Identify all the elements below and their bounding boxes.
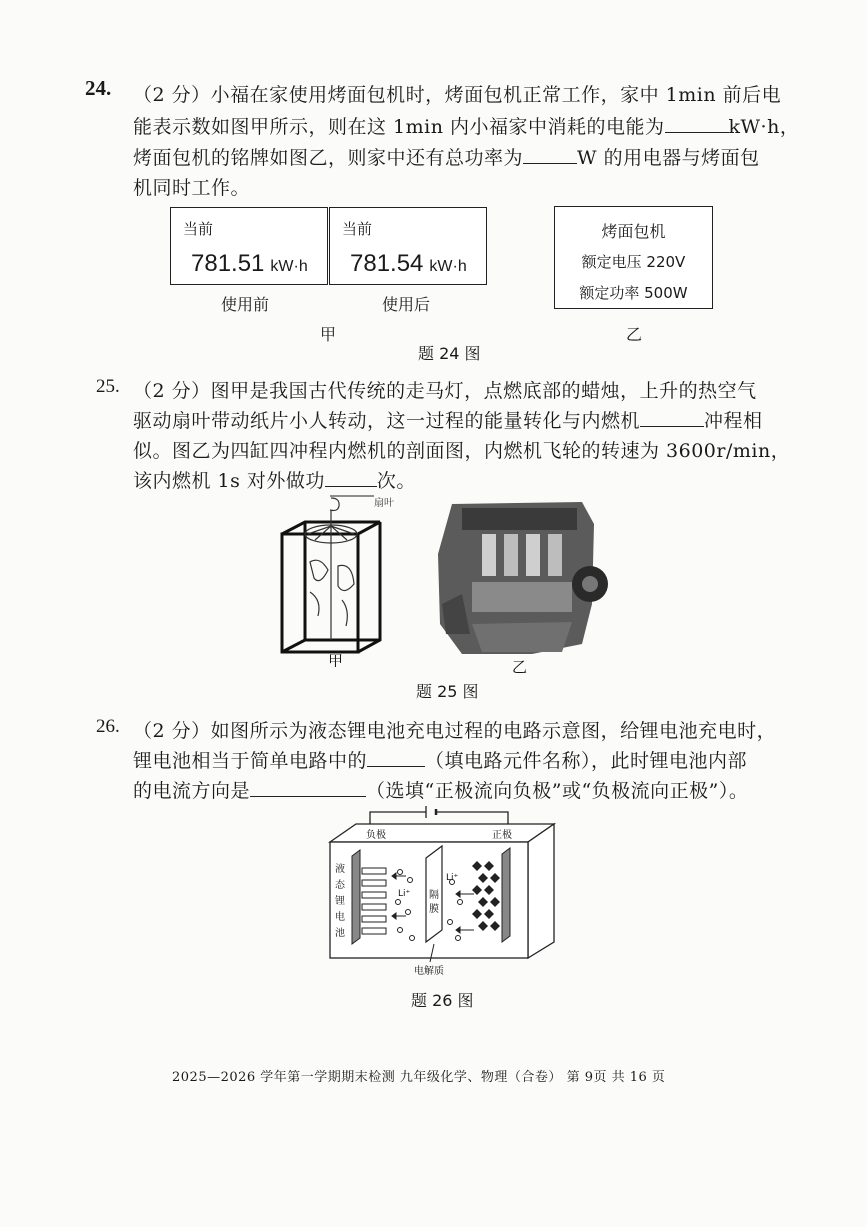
page-footer: 2025—2026 学年第一学期期末检测 九年级化学、物理（合卷） 第 9页 共 16 页 bbox=[172, 1070, 666, 1085]
q26-line3-text: 的电流方向是 bbox=[133, 780, 251, 802]
q25-answer-blank-2[interactable] bbox=[325, 468, 377, 487]
lantern-figure-jia-label: 甲 bbox=[328, 652, 344, 667]
q25-text-line3: 似。图乙为四缸四冲程内燃机的剖面图，内燃机飞轮的转速为 3600r/min， bbox=[133, 440, 791, 462]
meter-after-caption: 使用后 bbox=[382, 295, 431, 314]
q26-text-line1: （2 分）如图所示为液态锂电池充电过程的电路示意图，给锂电池充电时， bbox=[133, 720, 777, 742]
q24-answer-blank-1[interactable] bbox=[665, 114, 729, 133]
engine-body bbox=[438, 502, 608, 654]
q26-line3-end: （选填“正极流向负极”或“负极流向正极”）。 bbox=[366, 780, 749, 802]
svg-text:池: 池 bbox=[335, 928, 345, 939]
q24-line2-text: 能表示数如图甲所示，则在这 1min 内小福家中消耗的电能为 bbox=[133, 116, 665, 138]
meter-after-reading bbox=[350, 250, 467, 278]
battery-side-label bbox=[335, 862, 346, 939]
q24-figure-caption: 题 24 图 bbox=[418, 344, 481, 363]
q26-line2-end: （填电路元件名称），此时锂电池内部 bbox=[425, 750, 748, 772]
q26-text-line3 bbox=[133, 776, 748, 803]
q26-line2-text: 锂电池相当于简单电路中的 bbox=[133, 750, 368, 772]
question-number-26: 26. bbox=[96, 716, 120, 737]
question-number-25: 25. bbox=[96, 376, 120, 397]
engine-figure-yi-label: 乙 bbox=[512, 658, 528, 674]
q24-text-line2 bbox=[133, 112, 799, 139]
meter-after-box bbox=[329, 207, 487, 285]
membrane-label-1: 隔 bbox=[429, 890, 439, 901]
q24-line2-unit: kW·h， bbox=[728, 116, 800, 138]
positive-electrode-plate bbox=[502, 848, 510, 942]
li-ion-label-2: Li⁺ bbox=[398, 889, 411, 899]
positive-electrode-label: 正极 bbox=[492, 830, 512, 841]
q25-figure-caption: 题 25 图 bbox=[416, 682, 479, 701]
meter-before-reading bbox=[191, 250, 308, 278]
q26-answer-blank-2[interactable] bbox=[250, 778, 366, 797]
negative-electrode-label: 负极 bbox=[366, 830, 386, 841]
svg-text:电: 电 bbox=[335, 912, 345, 923]
membrane-label-2: 膜 bbox=[429, 904, 439, 915]
meter-after-unit: kW·h bbox=[429, 258, 467, 275]
electrolyte-label: 电解质 bbox=[414, 966, 444, 977]
svg-text:态: 态 bbox=[335, 880, 345, 891]
q24-line3-unit: W 的用电器与烤面包 bbox=[577, 147, 760, 169]
meter-after-label: 当前 bbox=[342, 220, 373, 238]
q24-text-line4: 机同时工作。 bbox=[133, 177, 251, 199]
meter-before-caption: 使用前 bbox=[221, 295, 270, 314]
engine-cutaway-figure bbox=[432, 494, 612, 674]
q24-figure-yi-label: 乙 bbox=[626, 325, 643, 344]
fan-blade-label: 扇叶 bbox=[374, 498, 394, 509]
q25-line4-end: 次。 bbox=[376, 470, 416, 492]
lithium-battery-charging-diagram bbox=[326, 806, 558, 980]
lantern-fan-and-figures bbox=[305, 498, 357, 640]
meter-before-unit: kW·h bbox=[270, 258, 308, 275]
q24-text-line1: （2 分）小福在家使用烤面包机时，烤面包机正常工作，家中 1min 前后电 bbox=[133, 84, 782, 106]
svg-text:锂: 锂 bbox=[335, 896, 345, 907]
meter-before-box bbox=[170, 207, 328, 285]
nameplate-title: 烤面包机 bbox=[601, 222, 666, 241]
question-number-24: 24. bbox=[85, 76, 112, 100]
svg-text:液: 液 bbox=[335, 864, 345, 875]
q25-answer-blank-1[interactable] bbox=[640, 408, 704, 427]
q26-figure-caption: 题 26 图 bbox=[411, 991, 474, 1010]
q25-text-line2 bbox=[133, 406, 763, 433]
q25-line4-text: 该内燃机 1s 对外做功 bbox=[133, 470, 325, 492]
q24-figure-jia-label: 甲 bbox=[320, 325, 337, 344]
q26-answer-blank-1[interactable] bbox=[367, 748, 425, 767]
li-ion-label-1: Li⁺ bbox=[446, 873, 459, 883]
q24-text-line3 bbox=[133, 143, 760, 170]
q26-text-line2 bbox=[133, 746, 747, 773]
meter-after-value: 781.54 bbox=[350, 250, 424, 277]
toaster-nameplate bbox=[554, 206, 713, 309]
nameplate-power: 额定功率 500W bbox=[579, 284, 688, 302]
meter-before-value: 781.51 bbox=[191, 250, 265, 277]
q24-answer-blank-2[interactable] bbox=[523, 145, 577, 164]
q25-line2-end: 冲程相 bbox=[704, 410, 763, 432]
nameplate-voltage: 额定电压 220V bbox=[581, 253, 686, 271]
negative-electrode-plate bbox=[352, 850, 360, 944]
meter-before-label: 当前 bbox=[183, 220, 214, 238]
q25-text-line1: （2 分）图甲是我国古代传统的走马灯，点燃底部的蜡烛，上升的热空气 bbox=[133, 380, 757, 402]
q24-line3-text: 烤面包机的铭牌如图乙，则家中还有总功率为 bbox=[133, 147, 524, 169]
revolving-lantern-figure bbox=[270, 492, 420, 667]
q25-line2-text: 驱动扇叶带动纸片小人转动，这一过程的能量转化与内燃机 bbox=[133, 410, 641, 432]
q25-text-line4 bbox=[133, 466, 416, 493]
